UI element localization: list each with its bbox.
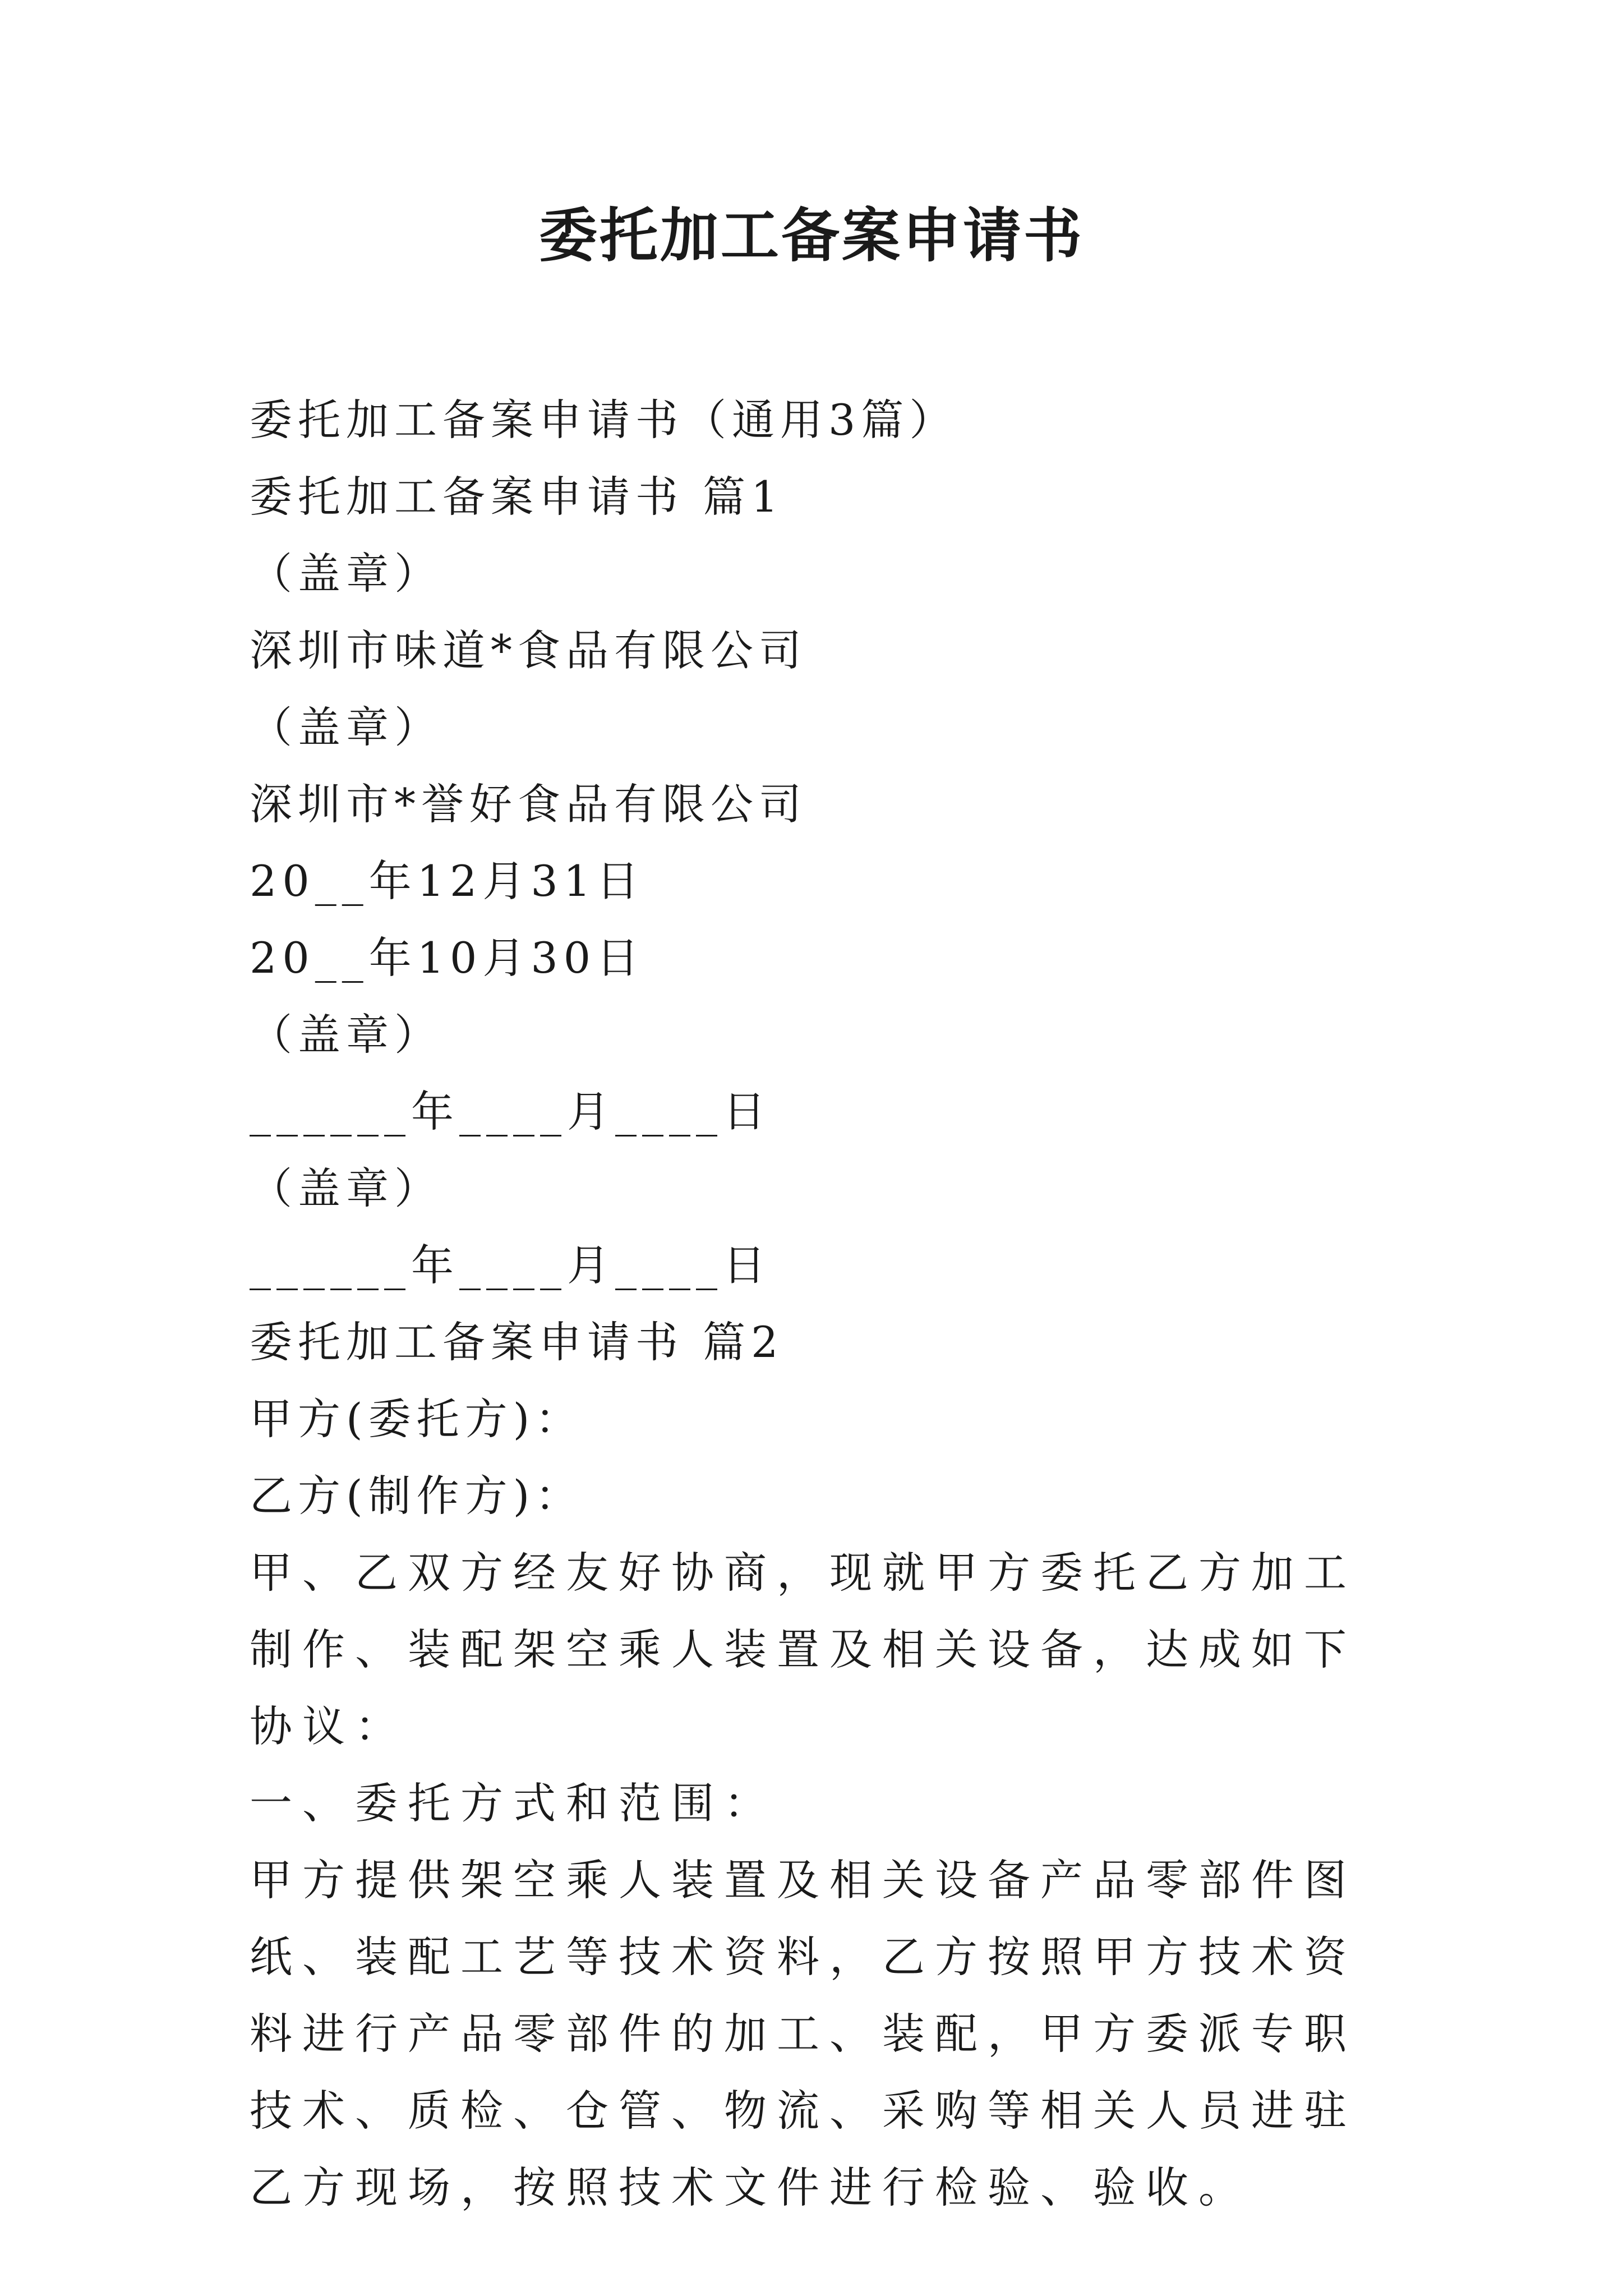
paragraph-section-heading: 一、委托方式和范围： <box>250 1778 777 1828</box>
body-line-party-a: 甲方(委托方)： <box>250 1394 584 1444</box>
body-line-date-2: 20__年10月30日 <box>250 933 645 983</box>
document-title: 委托加工备案申请书 <box>538 201 1084 270</box>
body-line-series-title: 委托加工备案申请书（通用3篇） <box>250 395 958 445</box>
body-line-part2-heading: 委托加工备案申请书 篇2 <box>250 1317 784 1367</box>
body-line-seal: （盖章） <box>250 702 442 752</box>
body-line-blank-date: ______年____月____日 <box>250 1087 771 1137</box>
body-line-party-b: 乙方(制作方)： <box>250 1471 584 1521</box>
body-line-seal: （盖章） <box>250 549 442 599</box>
body-line-company-1: 深圳市味道*食品有限公司 <box>250 625 807 675</box>
document-paragraphs <box>250 1534 1405 2226</box>
paragraph-agreement-intro: 甲、乙双方经友好协商，现就甲方委托乙方加工制作、装配架空乘人装置及相关设备，达成如下协议： <box>250 1548 1357 1751</box>
body-line-part1-heading: 委托加工备案申请书 篇1 <box>250 472 784 522</box>
body-line-company-2: 深圳市*誉好食品有限公司 <box>250 779 807 829</box>
body-line-seal: （盖章） <box>250 1163 442 1213</box>
body-line-blank-date: ______年____月____日 <box>250 1240 771 1290</box>
paragraph-section-content: 甲方提供架空乘人装置及相关设备产品零部件图纸、装配工艺等技术资料，乙方按照甲方技术资料进行产品零部件的加工、装配，甲方委派专职技术、质检、仓管、物流、采购等相关人员进驻乙方现场，按照技术文件进行检验、验收。 <box>250 1855 1357 2212</box>
body-line-seal: （盖章） <box>250 1010 442 1060</box>
document-body <box>250 381 1399 1534</box>
body-line-date-1: 20__年12月31日 <box>250 856 645 906</box>
